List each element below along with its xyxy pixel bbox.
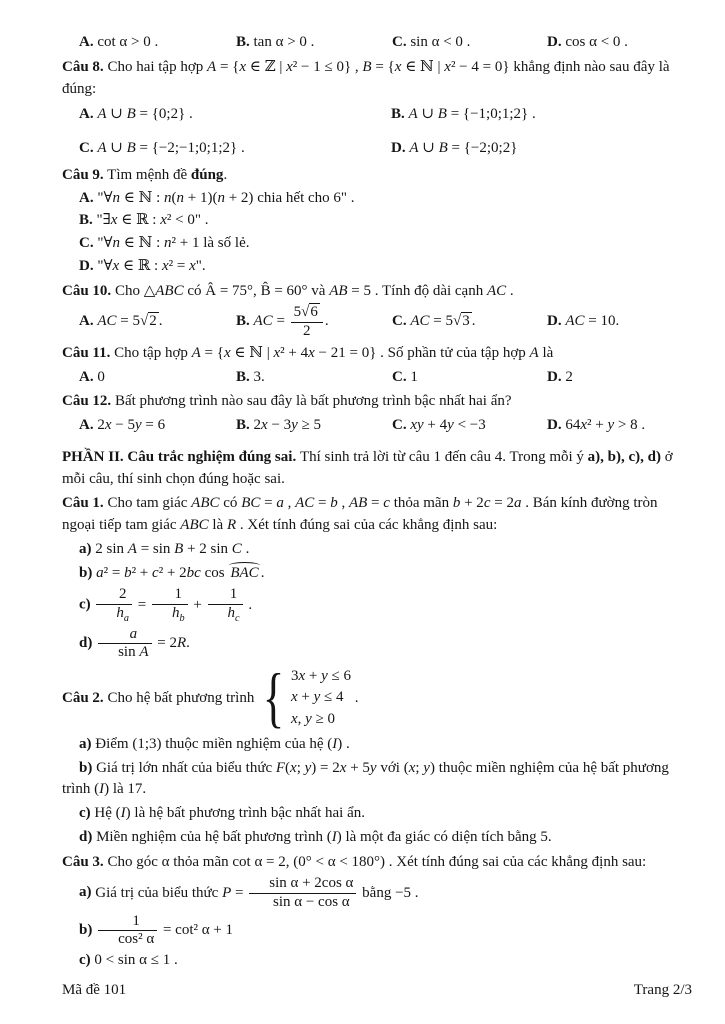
question8-options-row [62, 104, 692, 160]
q12-option-d [547, 415, 692, 437]
item-label: c) [79, 596, 91, 613]
option-text: "∃x ∈ ℝ : x² < 0" . [96, 212, 209, 229]
question11-stem [62, 343, 692, 365]
page-footer [62, 980, 692, 1002]
stem-text: Tìm mệnh đề đúng. [107, 166, 228, 183]
p2q1-item-b [62, 563, 692, 585]
option-label: C. [79, 235, 94, 251]
option-text: 1 [410, 368, 418, 385]
item-text: 2 sin A = sin B + 2 sin C . [95, 540, 250, 557]
question-number: Câu 8. [62, 58, 104, 75]
question-number: Câu 9. [62, 166, 104, 183]
q9-option-a [62, 188, 692, 210]
stem-text: Cho △ABC có Â = 75°, B̂ = 60° và AB = 5 . Tính độ dài cạnh AC . [114, 282, 514, 299]
q10-option-a [79, 311, 236, 333]
option-text: AC = 5√2 . [97, 313, 163, 330]
option-label: A. [79, 34, 94, 50]
option-text: A ∪ B = {0;2} . [97, 106, 193, 123]
option-text: A ∪ B = {−2;−1;0;1;2} . [97, 140, 245, 156]
p2q1-item-d [62, 626, 692, 662]
option-text: "∀n ∈ ℕ : n² + 1 là số lẻ. [97, 235, 250, 251]
item-label: c) [79, 952, 91, 969]
item-text: 0 < sin α ≤ 1 . [94, 952, 178, 969]
item-label: b) [79, 759, 93, 776]
part2-intro-text: PHẦN II. Câu trắc nghiệm đúng sai. Thí sinh trả lời từ câu 1 đến câu 4. Trong mỗi ý a), b), c), d) ở mỗi câu, thí sinh chọn đúng hoặc sai. [62, 448, 673, 487]
question12-options-row [62, 415, 692, 437]
option-label: B. [79, 212, 93, 229]
item-label: d) [79, 828, 93, 845]
q12-option-b [236, 415, 392, 437]
stem-text: Cho tam giác ABC có BC = a , AC = b , AB = c thỏa mãn b + 2c = 2a . Bán kính đường tròn ngoại tiếp tam giác ABC là R . Xét tính đúng sai của các khẳng định sau: [62, 495, 658, 533]
p2q2-item-b [62, 758, 692, 802]
option-label: D. [547, 313, 562, 330]
option-label: D. [547, 34, 562, 50]
option-text: "∀x ∈ ℝ : x² = x". [97, 257, 206, 274]
q12-option-a [79, 415, 236, 437]
p2-question2-stem [62, 661, 692, 736]
item-text: Miền nghiệm của hệ bất phương trình (I) là một đa giác có diện tích bằng 5. [96, 828, 552, 845]
item-text: Hệ (I) là hệ bất phương trình bậc nhất hai ẩn. [94, 805, 365, 822]
item-text: Giá trị của biểu thức P = $\frac{\text{sin α + 2cos α}}{\text{sin α − cos α}}$ bằng −5 . [95, 875, 419, 910]
exam-code: Mã đề 101 [62, 982, 127, 999]
q8-option-a [79, 104, 391, 126]
question9-stem [62, 165, 692, 187]
option-label: C. [392, 417, 407, 433]
stem-text: Bất phương trình nào sau đây là bất phương trình bậc nhất hai ẩn? [114, 393, 512, 410]
option-text: tan α > 0 . [253, 34, 315, 50]
question10-options-row [62, 304, 692, 340]
question-number: Câu 1. [62, 495, 104, 512]
q8-option-b [391, 104, 692, 126]
item-text: Giá trị lớn nhất của biểu thức F(x; y) = 2x + 5y với (x; y) thuộc miền nghiệm của hệ bất phương trình (I) là 17. [62, 759, 669, 798]
q9-option-b [62, 210, 692, 232]
p2q3-item-a [62, 875, 692, 911]
q10-option-c [392, 311, 547, 333]
q7-option-a [79, 32, 236, 54]
option-label: B. [236, 34, 250, 50]
option-text: sin α < 0 . [410, 34, 471, 50]
question-number: Câu 3. [62, 853, 104, 870]
item-label: b) [79, 922, 93, 939]
question11-options-row [62, 367, 692, 389]
option-label: A. [79, 313, 94, 330]
option-text: cos α < 0 . [565, 34, 628, 50]
option-label: D. [391, 140, 406, 156]
option-label: A. [79, 106, 94, 123]
option-text: "∀n ∈ ℕ : n(n + 1)(n + 2) chia hết cho 6" . [97, 189, 355, 206]
q7-option-b [236, 32, 392, 54]
p2q1-item-a [62, 539, 692, 561]
q12-option-c [392, 415, 547, 437]
p2q2-item-a [62, 734, 692, 756]
option-label: A. [79, 368, 94, 385]
q11-option-b [236, 367, 392, 389]
option-text: xy + 4y < −3 [410, 417, 486, 433]
q11-option-a [79, 367, 236, 389]
q9-option-c [62, 233, 692, 255]
option-text: 2x − 3y ≥ 5 [253, 417, 322, 433]
p2q1-item-c [62, 586, 692, 624]
option-label: C. [392, 368, 407, 385]
option-text: AC = $\frac{5√6}{2}$ . [253, 304, 329, 339]
q7-option-d [547, 32, 692, 54]
question-number: Câu 11. [62, 344, 111, 361]
option-text: 64x² + y > 8 . [565, 417, 646, 433]
item-text: $\frac{a}{\text{sin A}}$ = 2R. [96, 635, 190, 651]
option-label: B. [236, 313, 250, 330]
option-text: 0 [97, 368, 105, 385]
option-label: C. [79, 140, 94, 156]
question8-stem [62, 57, 692, 101]
item-label: a) [79, 884, 92, 901]
option-text: AC = 10. [565, 313, 620, 330]
option-label: D. [547, 417, 562, 433]
item-label: b) [79, 564, 93, 581]
item-label: a) [79, 735, 92, 752]
stem-text: Cho góc α thỏa mãn cot α = 2, (0° < α < 180°) . Xét tính đúng sai của các khẳng định sau: [107, 853, 647, 870]
option-text: AC = 5√3 . [410, 313, 476, 330]
q11-option-d [547, 367, 692, 389]
question-number: Câu 2. [62, 689, 104, 706]
option-text: A ∪ B = {−1;0;1;2} . [408, 106, 536, 123]
question10-stem [62, 281, 692, 303]
item-text: Điểm (1;3) thuộc miền nghiệm của hệ (I) . [95, 735, 350, 752]
option-text: 2x − 5y = 6 [97, 417, 166, 433]
q7-option-c [392, 32, 547, 54]
option-label: B. [236, 417, 250, 433]
option-label: C. [392, 313, 407, 330]
p2q3-item-b [62, 913, 692, 949]
option-label: D. [79, 257, 94, 274]
option-label: C. [392, 34, 407, 50]
stem-text: Cho tập hợp A = {x ∈ ℕ | x² + 4x − 21 = 0} . Số phần tử của tập hợp A là [114, 344, 554, 361]
question7-options-row [62, 32, 692, 54]
option-label: A. [79, 417, 94, 433]
option-label: A. [79, 189, 94, 206]
item-label: d) [79, 635, 93, 652]
option-text: 2 [565, 368, 573, 385]
question-number: Câu 10. [62, 282, 112, 299]
p2-question1-stem [62, 493, 692, 537]
q9-option-d [62, 256, 692, 278]
question-number: Câu 12. [62, 393, 112, 410]
page-number: Trang 2/3 [633, 982, 692, 999]
option-label: D. [547, 368, 562, 385]
question12-stem [62, 391, 692, 413]
p2q3-item-c [62, 950, 692, 972]
item-label: c) [79, 805, 91, 822]
item-text: $\frac{1}{\text{cos² α}}$ = cot² α + 1 [96, 922, 233, 938]
item-text: a² = b² + c² + 2bc cos BAC . [96, 564, 265, 581]
stem-text: Cho hai tập hợp A = {x ∈ ℤ | x² − 1 ≤ 0} , B = {x ∈ ℕ | x² − 4 = 0} khẳng định nào sau đây là đúng: [62, 58, 670, 97]
part2-intro [62, 447, 692, 491]
p2q2-item-d [62, 827, 692, 849]
q8-option-d [391, 138, 692, 160]
stem-text: Cho hệ bất phương trình { 3x + y ≤ 6 x + y ≤ 4 x, y ≥ 0 . [107, 661, 359, 736]
q11-option-c [392, 367, 547, 389]
option-label: B. [236, 368, 250, 385]
option-text: cot α > 0 . [97, 34, 159, 50]
q10-option-d [547, 311, 692, 333]
p2q2-item-c [62, 803, 692, 825]
item-label: a) [79, 540, 92, 557]
p2-question3-stem [62, 852, 692, 874]
q8-option-c [79, 138, 391, 160]
option-text: 3. [253, 368, 265, 385]
q10-option-b [236, 304, 392, 340]
option-label: B. [391, 106, 405, 123]
option-text: A ∪ B = {−2;0;2} [409, 140, 518, 156]
item-text: $\frac{2}{h_a}$ = $\frac{1}{h_b}$ + $\frac{1}{h_c}$ . [94, 597, 252, 613]
